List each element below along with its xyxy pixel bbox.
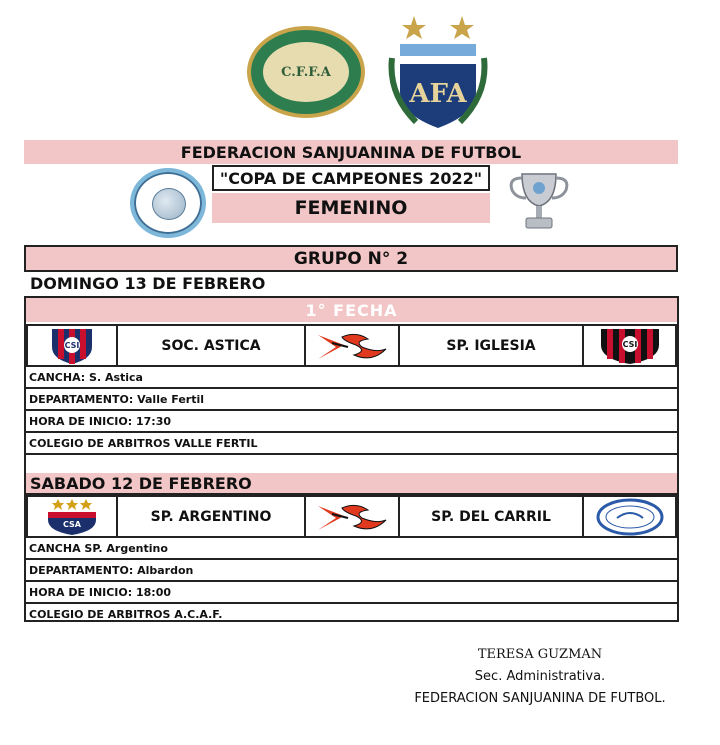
signature-name: TERESA GUZMAN xyxy=(477,647,603,662)
home-team-badge xyxy=(48,327,96,365)
cffa-logo xyxy=(247,26,365,118)
home-badge-text: CSI xyxy=(64,340,80,350)
department-info-2: DEPARTAMENTO: Albardon xyxy=(26,560,677,582)
copa-title: "COPA DE CAMPEONES 2022" xyxy=(212,165,490,191)
home-badge-cell-2 xyxy=(26,495,118,538)
signature-block xyxy=(400,644,680,710)
home-badge-cell xyxy=(26,324,118,367)
vs-icon-2 xyxy=(314,500,390,534)
federation-title: FEDERACION SANJUANINA DE FUTBOL xyxy=(24,140,678,164)
trophy-icon xyxy=(504,168,574,238)
group-title: GRUPO N° 2 xyxy=(24,245,678,272)
signature-org: FEDERACION SANJUANINA DE FUTBOL. xyxy=(414,691,666,706)
fsj-logo xyxy=(130,168,206,238)
vs-cell-2 xyxy=(304,495,400,538)
home-badge-text-2: CSA xyxy=(63,519,81,529)
away-badge-cell xyxy=(582,324,677,367)
away-team-name-2: SP. DEL CARRIL xyxy=(398,495,584,538)
field-info-2: CANCHA SP. Argentino xyxy=(26,538,677,560)
match-2-details xyxy=(26,538,677,624)
afa-logo-text: AFA xyxy=(409,79,467,109)
match-date-2: SABADO 12 DE FEBRERO xyxy=(26,473,677,495)
home-team-name-2: SP. ARGENTINO xyxy=(116,495,306,538)
fecha-label: 1° FECHA xyxy=(26,298,677,322)
home-team-badge-2 xyxy=(44,498,100,536)
match-1-details xyxy=(26,367,677,479)
away-badge-cell-2 xyxy=(582,495,677,538)
start-time-info: HORA DE INICIO: 17:30 xyxy=(26,411,677,433)
match-date-1: DOMINGO 13 DE FEBRERO xyxy=(30,274,266,293)
away-team-name: SP. IGLESIA xyxy=(398,324,584,367)
away-team-badge xyxy=(599,327,661,365)
vs-icon xyxy=(314,329,390,363)
signature-role: Sec. Administrativa. xyxy=(474,669,606,684)
afa-logo xyxy=(386,14,490,132)
start-time-info-2: HORA DE INICIO: 18:00 xyxy=(26,582,677,604)
away-team-badge-2 xyxy=(595,498,665,536)
referee-info: COLEGIO DE ARBITROS VALLE FERTIL xyxy=(26,433,677,455)
cffa-logo-text: C.F.F.A xyxy=(281,64,331,80)
referee-info-2: COLEGIO DE ARBITROS A.C.A.F. xyxy=(29,607,223,621)
field-info: CANCHA: S. Astica xyxy=(26,367,677,389)
department-info: DEPARTAMENTO: Valle Fertil xyxy=(26,389,677,411)
vs-cell xyxy=(304,324,400,367)
away-badge-text: CSI xyxy=(622,339,637,349)
home-team-name: SOC. ASTICA xyxy=(116,324,306,367)
category-title: FEMENINO xyxy=(212,193,490,223)
